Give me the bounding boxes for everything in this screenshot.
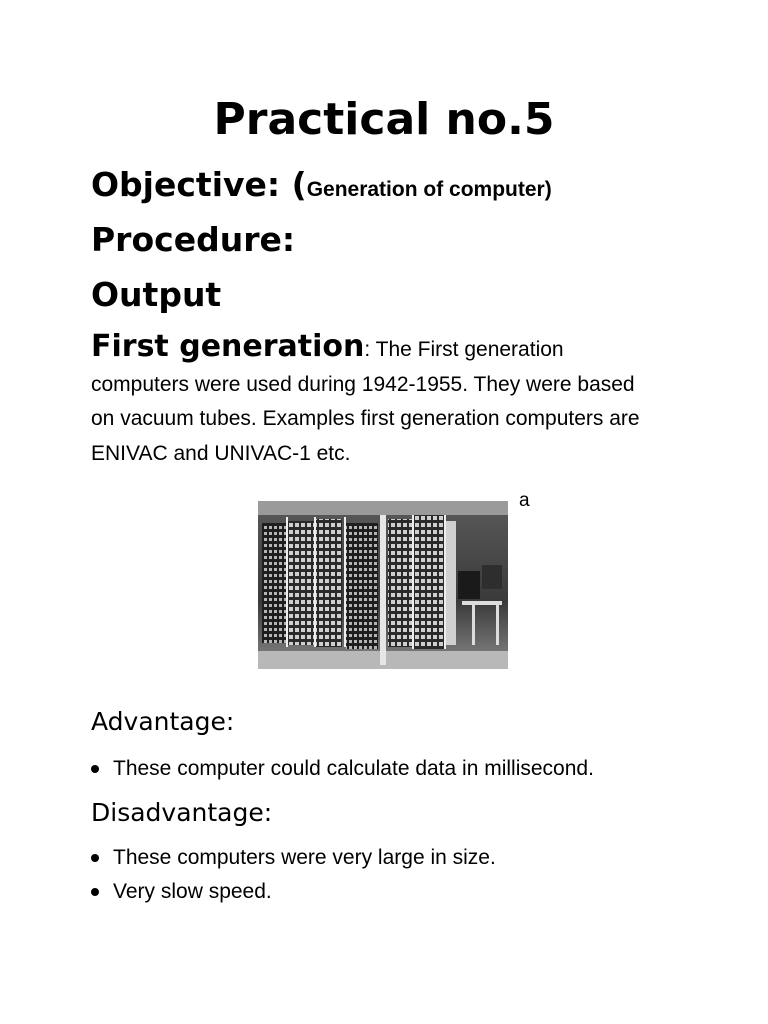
list-item [91,841,496,875]
first-generation-computer-photo [258,501,508,669]
list-item-text: Very slow speed. [113,880,272,903]
disadvantage-heading: Disadvantage: [91,798,273,827]
first-generation-paragraph [91,330,651,471]
bullet-icon [91,888,99,896]
list-item [91,752,594,786]
advantage-heading: Advantage: [91,707,235,736]
objective-line [91,165,552,210]
page-title: Practical no.5 [213,94,555,145]
advantage-list [91,752,594,786]
bullet-icon [91,765,99,773]
first-generation-heading: First generation [91,329,365,364]
list-item-text: These computer could calculate data in millisecond. [113,757,594,780]
objective-detail: Generation of computer) [306,178,552,201]
image-caption: a [519,490,530,511]
output-heading: Output [91,275,222,314]
objective-label: Objective: ( [91,165,307,204]
list-item-text: These computers were very large in size. [113,846,496,869]
first-generation-text: : The First generation computers were used during 1942-1955. They were based on vacuum tubes. Examples first generation computers are ENIVAC and UNIVAC-1 etc. [91,338,640,465]
disadvantage-list [91,841,496,909]
procedure-heading: Procedure: [91,220,296,259]
list-item [91,875,496,909]
bullet-icon [91,854,99,862]
